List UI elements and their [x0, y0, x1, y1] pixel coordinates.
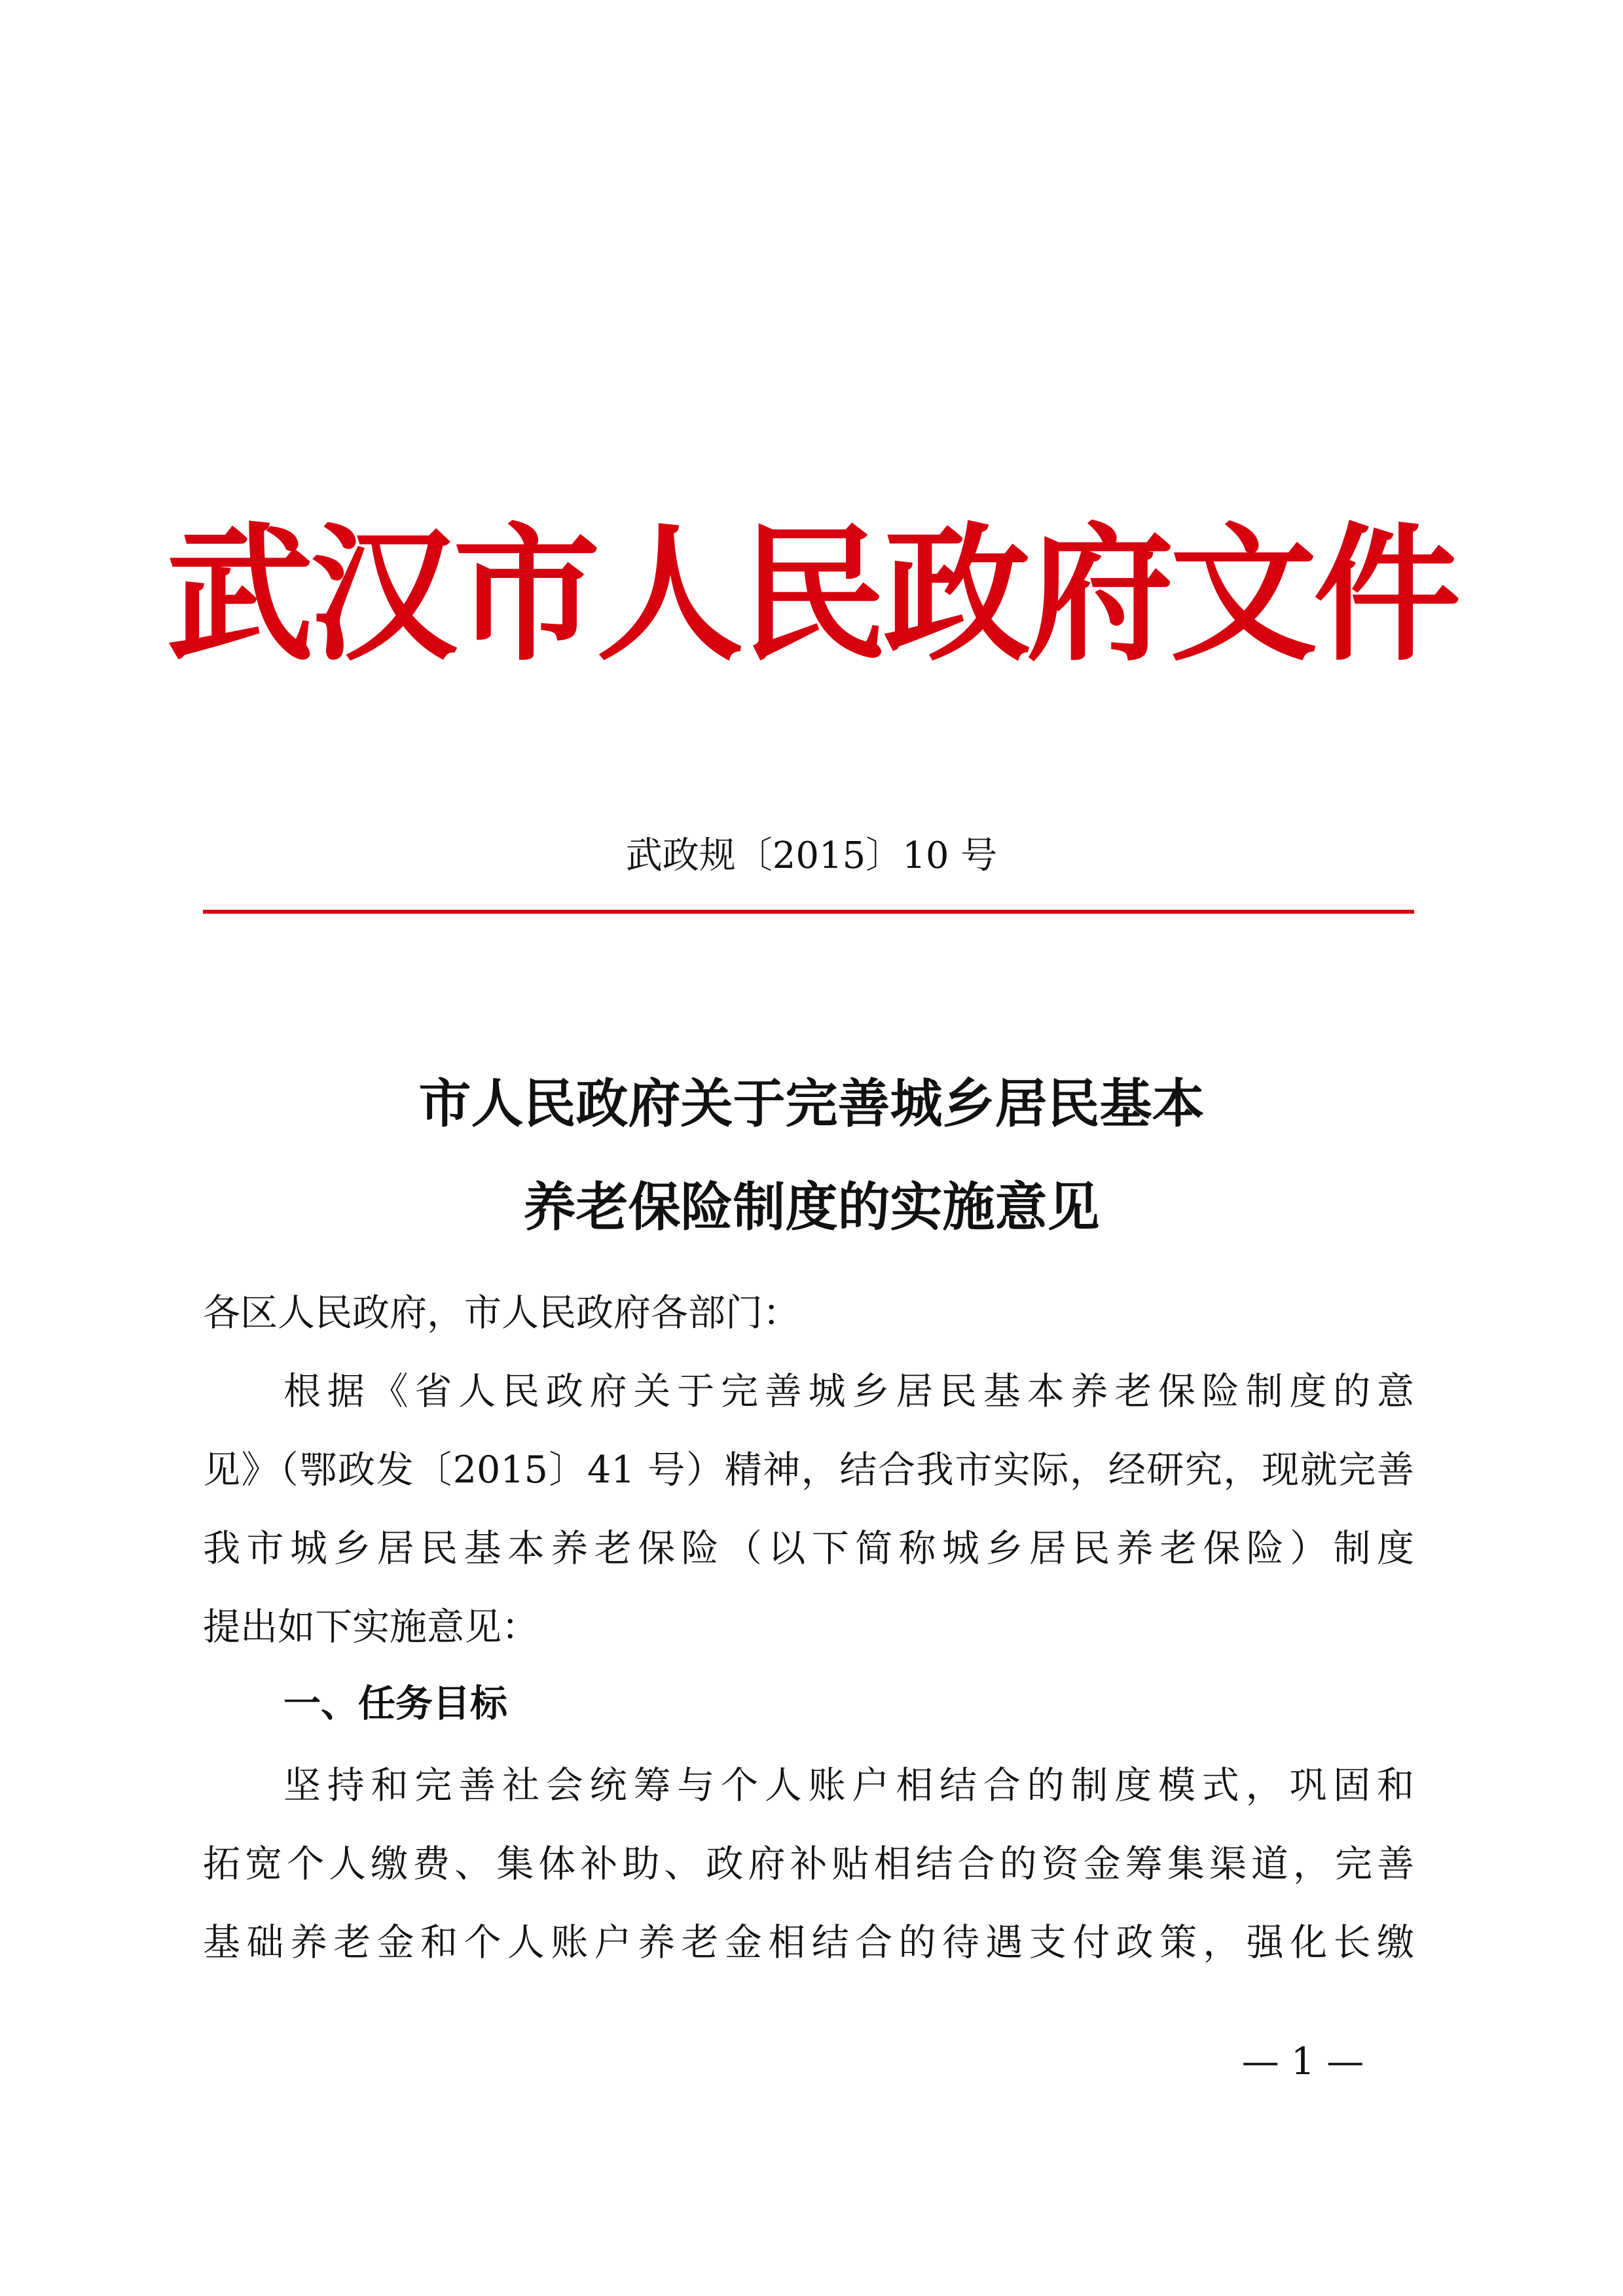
section-body-line-3: 基础养老金和个人账户养老金相结合的待遇支付政策，强化长缴	[203, 1921, 1414, 1964]
intro-line-1: 根据《省人民政府关于完善城乡居民基本养老保险制度的意	[283, 1370, 1414, 1413]
document-masthead: 武汉市人民政府文件	[166, 510, 1457, 681]
section-body-line-2: 拓宽个人缴费、集体补助、政府补贴相结合的资金筹集渠道，完善	[203, 1842, 1414, 1886]
document-title-line-2: 养老保险制度的实施意见	[523, 1177, 1100, 1238]
section-body-line-1: 坚持和完善社会统筹与个人账户相结合的制度模式，巩固和	[283, 1764, 1414, 1807]
red-divider-line	[203, 910, 1414, 914]
document-title-line-1: 市人民政府关于完善城乡居民基本	[418, 1073, 1205, 1134]
intro-line-4: 提出如下实施意见：	[203, 1605, 539, 1649]
recipients-line: 各区人民政府，市人民政府各部门：	[203, 1291, 800, 1335]
document-number: 武政规〔2015〕10 号	[625, 834, 998, 877]
intro-line-2: 见》（鄂政发〔2015〕41 号）精神，结合我市实际，经研究，现就完善	[203, 1448, 1414, 1492]
page-number: — 1 —	[1241, 2040, 1364, 2083]
intro-line-3: 我市城乡居民基本养老保险（以下简称城乡居民养老保险）制度	[203, 1527, 1414, 1570]
section-heading: 一、任务目标	[283, 1682, 507, 1725]
